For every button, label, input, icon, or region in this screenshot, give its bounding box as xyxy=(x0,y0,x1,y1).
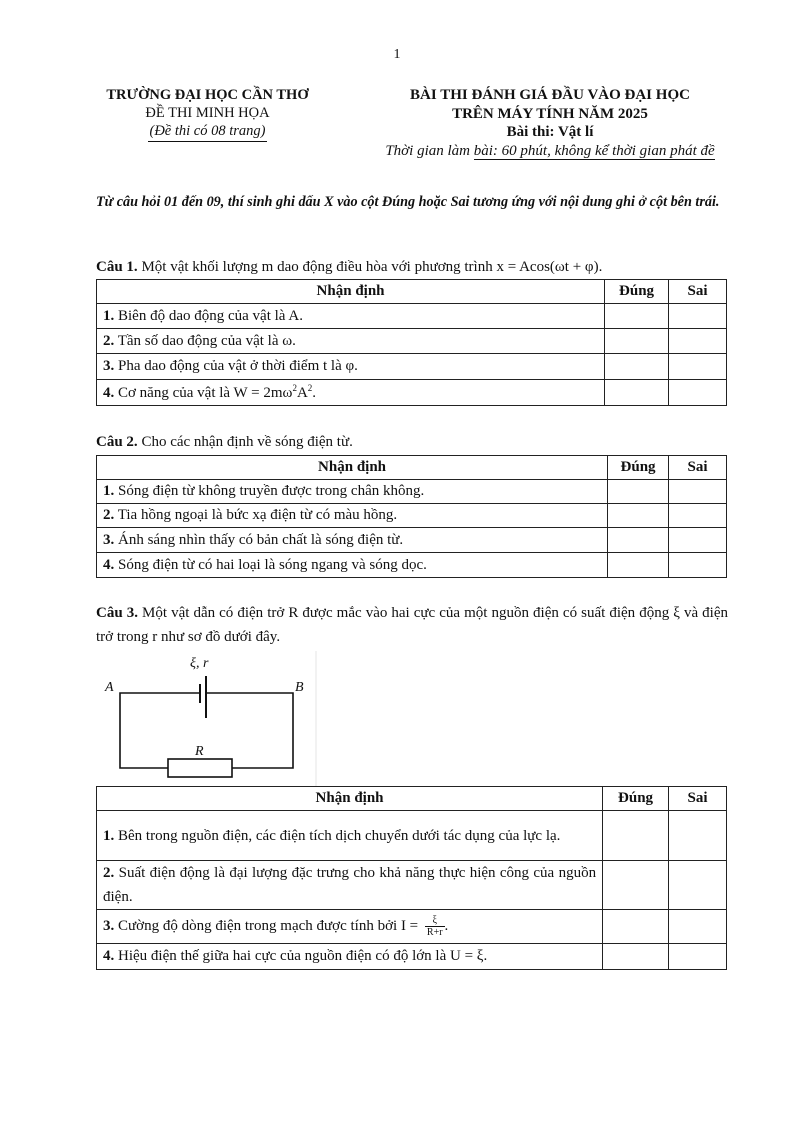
table-row xyxy=(97,329,727,354)
q3-label: Câu 3. xyxy=(96,605,138,621)
true-checkbox-cell[interactable] xyxy=(603,811,669,861)
q1-table xyxy=(96,279,727,406)
exam-title-line2: TRÊN MÁY TÍNH NĂM 2025 xyxy=(452,105,648,122)
table-row xyxy=(97,380,727,406)
header-statement: Nhận định xyxy=(97,280,605,304)
table-row xyxy=(97,304,727,329)
true-checkbox-cell[interactable] xyxy=(603,910,669,944)
true-checkbox-cell[interactable] xyxy=(608,480,669,504)
false-checkbox-cell[interactable] xyxy=(669,304,727,329)
statement-cell xyxy=(97,504,608,528)
exam-type: ĐỀ THI MINH HỌA xyxy=(145,105,270,121)
instruction: Từ câu hỏi 01 đến 09, thí sinh ghi dấu X vào cột Đúng hoặc Sai tương ứng với nội dung ghi ở cột bên trái. xyxy=(96,194,720,210)
statement-cell xyxy=(97,480,608,504)
header-true: Đúng xyxy=(608,456,669,480)
q1-text xyxy=(96,255,728,279)
statement-number: 3. xyxy=(103,917,115,934)
false-checkbox-cell[interactable] xyxy=(669,504,727,528)
statement-cell xyxy=(97,811,603,861)
statement-text: Ánh sáng nhìn thấy có bản chất là sóng điện từ. xyxy=(114,531,404,548)
table-row xyxy=(97,504,727,528)
statement-cell xyxy=(97,553,608,578)
false-checkbox-cell[interactable] xyxy=(669,380,727,406)
statement-cell xyxy=(97,380,605,406)
q2-stem: Cho các nhận định về sóng điện từ. xyxy=(137,434,353,450)
header-false: Sai xyxy=(669,787,727,811)
statement-text: Bên trong nguồn điện, các điện tích dịch chuyển dưới tác dụng của lực lạ. xyxy=(114,827,561,844)
resistor-label: R xyxy=(195,744,204,759)
true-checkbox-cell[interactable] xyxy=(605,329,669,354)
table-row xyxy=(97,480,727,504)
q2-table xyxy=(96,455,727,578)
table-row xyxy=(97,553,727,578)
exam-title-line1: BÀI THI ĐÁNH GIÁ ĐẦU VÀO ĐẠI HỌC xyxy=(410,87,690,103)
statement-text: Sóng điện từ có hai loại là sóng ngang và sóng dọc. xyxy=(114,556,427,573)
false-checkbox-cell[interactable] xyxy=(669,944,727,970)
statement-number: 2. xyxy=(103,865,115,881)
statement-number: 4. xyxy=(103,385,115,401)
statement-cell xyxy=(97,910,603,944)
table-row xyxy=(97,944,727,970)
true-checkbox-cell[interactable] xyxy=(608,553,669,578)
statement-text: Cường độ dòng điện trong mạch được tính bởi I = xyxy=(114,917,422,934)
statement-text: . xyxy=(312,385,317,401)
exam-subject: Bài thi: Vật lí xyxy=(506,124,594,140)
statement-number: 1. xyxy=(103,483,115,499)
statement-number: 1. xyxy=(103,307,115,324)
false-checkbox-cell[interactable] xyxy=(669,329,727,354)
header-false: Sai xyxy=(669,456,727,480)
exam-time xyxy=(355,142,745,161)
table-header-row xyxy=(97,787,727,811)
statement-cell xyxy=(97,528,608,553)
table-row xyxy=(97,861,727,910)
false-checkbox-cell[interactable] xyxy=(669,861,727,910)
circuit-wire xyxy=(206,693,293,768)
node-a-label: A xyxy=(105,680,114,695)
statement-number: 4. xyxy=(103,556,115,573)
false-checkbox-cell[interactable] xyxy=(669,910,727,944)
school-name: TRƯỜNG ĐẠI HỌC CẦN THƠ xyxy=(106,87,309,103)
true-checkbox-cell[interactable] xyxy=(608,504,669,528)
header-left xyxy=(85,86,330,142)
statement-number: 4. xyxy=(103,948,115,964)
statement-text: Biên độ dao động của vật là A. xyxy=(114,307,303,324)
circuit-wire xyxy=(120,693,200,768)
circuit-diagram xyxy=(100,651,320,786)
true-checkbox-cell[interactable] xyxy=(605,354,669,380)
header-statement: Nhận định xyxy=(97,456,608,480)
statement-cell xyxy=(97,304,605,329)
q3-table xyxy=(96,786,727,970)
header-false: Sai xyxy=(669,280,727,304)
table-row xyxy=(97,528,727,553)
statement-number: 1. xyxy=(103,827,115,844)
statement-cell xyxy=(97,329,605,354)
table-row xyxy=(97,910,727,944)
q1-label: Câu 1. xyxy=(96,259,138,275)
false-checkbox-cell[interactable] xyxy=(669,354,727,380)
fraction-denominator: R+r xyxy=(426,927,443,938)
q2-text xyxy=(96,430,728,454)
true-checkbox-cell[interactable] xyxy=(603,944,669,970)
statement-text: Tia hồng ngoại là bức xạ điện từ có màu hồng. xyxy=(114,507,398,523)
resistor-symbol xyxy=(168,759,232,777)
statement-cell xyxy=(97,861,603,910)
header-right xyxy=(355,86,745,160)
table-header-row xyxy=(97,456,727,480)
source-label: ξ, r xyxy=(190,656,209,671)
statement-number: 3. xyxy=(103,531,115,548)
q3-text xyxy=(96,601,728,649)
statement-text: Pha dao động của vật ở thời điểm t là φ. xyxy=(114,358,358,374)
page-count-note: (Đề thi có 08 trang) xyxy=(148,122,268,142)
statement-number: 3. xyxy=(103,358,115,374)
header-true: Đúng xyxy=(603,787,669,811)
exponent: 2 xyxy=(307,383,313,393)
statement-cell xyxy=(97,944,603,970)
false-checkbox-cell[interactable] xyxy=(669,553,727,578)
statement-text: Cơ năng của vật là W = 2mω xyxy=(114,385,293,401)
table-row xyxy=(97,354,727,380)
table-row xyxy=(97,811,727,861)
true-checkbox-cell[interactable] xyxy=(608,528,669,553)
exam-time-prefix: Thời gian làm xyxy=(385,142,474,159)
current-formula-fraction xyxy=(425,915,445,938)
table-header-row xyxy=(97,280,727,304)
true-checkbox-cell[interactable] xyxy=(603,861,669,910)
statement-text: A xyxy=(296,385,308,401)
q3-stem: Một vật dẫn có điện trở R được mắc vào hai cực của một nguồn điện có suất điện động ξ và điện trở trong r như sơ đồ dưới đây. xyxy=(96,605,728,645)
exponent: 2 xyxy=(292,383,297,393)
statement-text: Hiệu điện thế giữa hai cực của nguồn điện có độ lớn là U = ξ. xyxy=(114,948,488,964)
statement-number: 2. xyxy=(103,332,115,349)
statement-text: Tần số dao động của vật là ω. xyxy=(114,332,296,349)
header-true: Đúng xyxy=(605,280,669,304)
statement-cell xyxy=(97,354,605,380)
true-checkbox-cell[interactable] xyxy=(605,380,669,406)
statement-text: . xyxy=(444,917,449,934)
header-statement: Nhận định xyxy=(97,787,603,811)
q2-label: Câu 2. xyxy=(96,434,138,450)
fraction-numerator: ξ xyxy=(425,915,445,927)
statement-text: Suất điện động là đại lượng đặc trưng cho khả năng thực hiện công của nguồn điện. xyxy=(103,865,597,905)
false-checkbox-cell[interactable] xyxy=(669,480,727,504)
exam-time-rest: bài: 60 phút, không kể thời gian phát đề xyxy=(473,142,715,159)
node-b-label: B xyxy=(295,680,304,695)
statement-number: 2. xyxy=(103,507,115,523)
q1-stem: Một vật khối lượng m dao động điều hòa với phương trình x = Acos(ωt + φ). xyxy=(137,259,603,275)
true-checkbox-cell[interactable] xyxy=(605,304,669,329)
false-checkbox-cell[interactable] xyxy=(669,528,727,553)
page-number: 1 xyxy=(393,47,401,62)
false-checkbox-cell[interactable] xyxy=(669,811,727,861)
statement-text: Sóng điện từ không truyền được trong chân không. xyxy=(114,483,425,499)
